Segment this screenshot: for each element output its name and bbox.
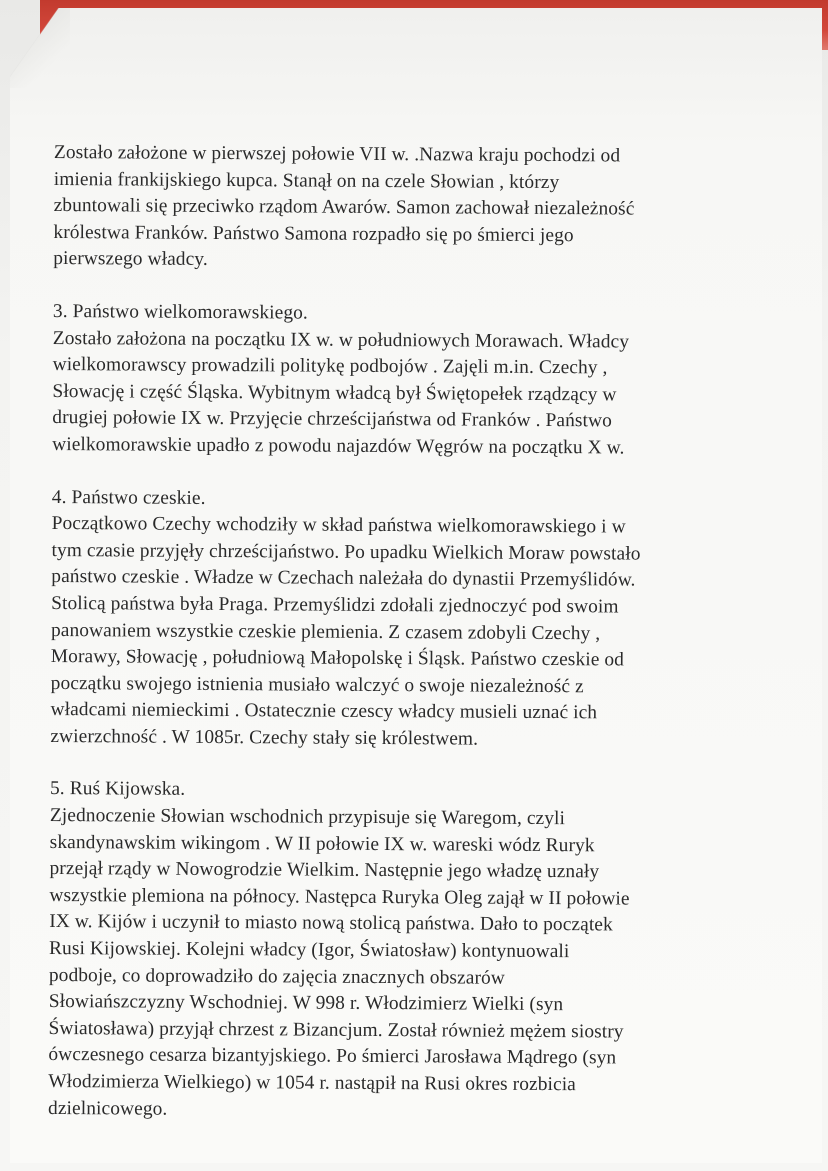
text-line: pierwszego władcy. bbox=[53, 248, 208, 271]
text-line: drugiej połowie IX w. Przyjęcie chrześcijaństwa od Franków . Państwo bbox=[52, 407, 613, 432]
document-text bbox=[48, 140, 754, 1126]
text-line: zbuntowali się przeciwko rządom Awarów. Samon zachował niezależność bbox=[53, 195, 635, 220]
text-line: zwierzchność . W 1085r. Czechy stały się królestwem. bbox=[50, 725, 479, 750]
text-line: IX w. Kijów i uczynił to miasto nową stolicą państwa. Dało to początek bbox=[49, 911, 613, 936]
text-line: Zostało założone w pierwszej połowie VII w. .Nazwa kraju pochodzi od bbox=[53, 141, 621, 167]
text-line: skandynawskim wikingom . W II połowie IX w. wareski wódz Ruryk bbox=[49, 831, 595, 856]
text-line: Stolicą państwa była Praga. Przemyślidzi zdołali zjednoczyć pod swoim bbox=[51, 592, 619, 618]
text-line: Włodzimierza Wielkiego) w 1054 r. nastąpił na Rusi okres rozbicia bbox=[48, 1070, 576, 1096]
text-line: Morawy, Słowację , południową Małopolskę i Śląsk. Państwo czeskie od bbox=[50, 646, 625, 671]
text-line: dzielnicowego. bbox=[48, 1097, 168, 1120]
text-line: podboje, co doprowadziło do zajęcia znacznych obszarów bbox=[48, 964, 506, 989]
text-line: początku swojego istnienia musiało walczyć o swoje niezależność z bbox=[50, 672, 584, 697]
section-3-heading: 3. Państwo wielkomorawskiego. bbox=[52, 300, 308, 324]
text-line: Słowiańszczyzny Wschodniej. W 998 r. Włodzimierz Wielki (syn bbox=[48, 991, 564, 1016]
text-line: ówczesnego cesarza bizantyjskiego. Po śmierci Jarosława Mądrego (syn bbox=[48, 1044, 617, 1069]
text-line: Słowację i część Śląska. Wybitnym władcą był Świętopełek rządzący w bbox=[52, 380, 617, 406]
text-line: władcami niemieckimi . Ostatecznie czescy władcy musieli uznać ich bbox=[50, 699, 598, 724]
section-5 bbox=[48, 776, 750, 1126]
section-5-heading: 5. Ruś Kijowska. bbox=[49, 778, 186, 801]
text-line: wielkomorawskie upadło z powodu najazdów Węgrów na początku X w. bbox=[52, 433, 625, 459]
text-line: Światosława) przyjął chrzest z Bizancjum. Został również mężem siostry bbox=[48, 1017, 624, 1043]
text-line: imienia frankijskiego kupca. Stanął on na czele Słowian , którzy bbox=[53, 168, 560, 193]
intro-paragraph bbox=[53, 140, 754, 277]
text-line: wielkomorawscy prowadzili politykę podbojów . Zajęli m.in. Czechy , bbox=[52, 354, 608, 379]
text-line: państwo czeskie . Władze w Czechach należała do dynastii Przemyślidów. bbox=[51, 566, 636, 591]
section-4-heading: 4. Państwo czeskie. bbox=[51, 486, 206, 509]
text-line: Rusi Kijowskiej. Kolejni władcy (Igor, Światosław) kontynuowali bbox=[48, 938, 570, 963]
text-line: Początkowo Czechy wchodziły w skład państwa wielkomorawskiego i w bbox=[51, 513, 626, 538]
text-line: Zostało założona na początku IX w. w południowych Morawach. Władcy bbox=[52, 327, 630, 353]
text-line: panowaniem wszystkie czeskie plemienia. Z czasem zdobyli Czechy , bbox=[50, 619, 601, 644]
text-line: wszystkie plemiona na północy. Następca Ruryka Oleg zajął w II połowie bbox=[49, 884, 630, 910]
section-4 bbox=[50, 485, 752, 755]
text-line: tym czasie przyjęły chrześcijaństwo. Po upadku Wielkich Moraw powstało bbox=[51, 539, 641, 565]
text-line: przejął rządy w Nowogrodzie Wielkim. Następnie jego władzę uznały bbox=[49, 858, 600, 883]
section-3 bbox=[52, 299, 753, 463]
text-line: Zjednoczenie Słowian wschodnich przypisuje się Waregom, czyli bbox=[49, 805, 566, 830]
text-line: królestwa Franków. Państwo Samona rozpadło się po śmierci jego bbox=[53, 221, 574, 246]
